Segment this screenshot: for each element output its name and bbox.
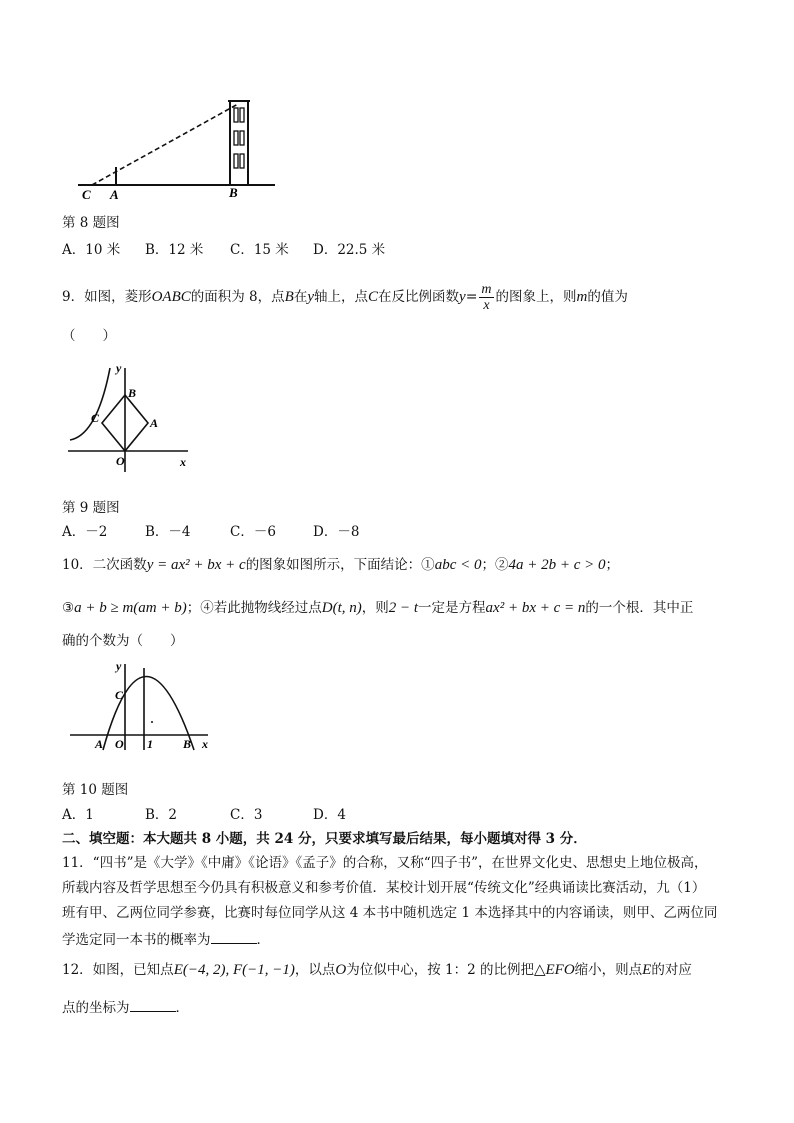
q10-option-d: D．4	[313, 807, 346, 823]
svg-text:y: y	[116, 659, 122, 673]
svg-text:B: B	[183, 737, 192, 751]
q9-option-d: D．－8	[313, 524, 360, 540]
fig8-caption: 第 8 题图	[62, 215, 120, 231]
fig9-caption: 第 9 题图	[62, 500, 120, 516]
q8-option-a: A．10 米	[62, 242, 121, 258]
svg-text:x: x	[180, 455, 186, 469]
svg-text:C: C	[115, 688, 124, 702]
svg-text:y: y	[116, 361, 122, 375]
q10-option-a: A．1	[62, 807, 94, 823]
q9-paren: （ ）	[62, 328, 116, 344]
answer-blank	[211, 929, 257, 944]
q12-line1: 12．如图，已知点E(−4, 2), F(−1, −1)，以点O为位似中心，按 1：2 的比例把△EFO缩小，则点E的对应	[62, 962, 692, 978]
q10-line1: 10．二次函数y = ax² + bx + c的图象如图所示，下面结论：①abc < 0；②4a + 2b + c > 0；	[62, 557, 619, 573]
svg-text:A: A	[95, 737, 104, 751]
answer-blank	[130, 997, 176, 1012]
figure-10	[66, 658, 216, 758]
q12-line2: 点的坐标为 ．	[62, 997, 189, 1018]
fig10-caption: 第 10 题图	[62, 782, 129, 798]
q9-option-b: B．－4	[145, 524, 191, 540]
svg-text:C: C	[91, 411, 100, 425]
q10-line3: 确的个数为（ ）	[62, 633, 184, 649]
svg-text:1: 1	[147, 737, 153, 751]
svg-text:x: x	[202, 737, 208, 751]
q10-option-c: C．3	[230, 807, 263, 823]
light-ray	[92, 104, 238, 185]
q9-option-c: C．－6	[230, 524, 276, 540]
figure-9	[64, 360, 194, 475]
building	[230, 101, 248, 185]
q11-line1: 11．“四书”是《大学》《中庸》《论语》《孟子》的合称，又称“四子书”，在世界文化史、思想史上地位极高，	[62, 855, 708, 871]
q8-option-d: D．22.5 米	[313, 242, 386, 258]
q11-line4: 学选定同一本书的概率为 ．	[62, 929, 270, 950]
fraction-m-over-x: $\frac{m}{x}$	[481, 282, 492, 313]
q10-option-b: B．2	[145, 807, 178, 823]
q9-option-a: A．－2	[62, 524, 108, 540]
q11-line2: 所载内容及哲学思想至今仍具有积极意义和参考价值．某校计划开展“传统文化”经典诵读比赛活动，九（1）	[62, 880, 706, 896]
fig8-label-a: A	[110, 187, 119, 202]
svg-text:A: A	[150, 416, 159, 430]
q11-line3: 班有甲、乙两位同学参赛，比赛时每位同学从这 4 本书中随机选定 1 本选择其中的内容诵读，则甲、乙两位同	[62, 905, 718, 921]
q10-line2: ③a + b ≥ m(am + b)；④若此抛物线经过点D(t, n)，则2 − t一定是方程ax² + bx + c = n的一个根．其中正	[62, 600, 694, 616]
figure-8	[70, 96, 290, 206]
q8-option-c: C．15 米	[230, 242, 289, 258]
fig8-label-b: B	[229, 185, 238, 200]
svg-text:B: B	[128, 386, 137, 400]
svg-text:O: O	[116, 454, 125, 468]
q8-option-b: B．12 米	[145, 242, 204, 258]
fig8-label-c: C	[82, 187, 91, 202]
section-heading: 二、填空题：本大题共 8 小题，共 24 分，只要求填写最后结果，每小题填对得 3 分．	[62, 831, 587, 847]
q9-stem: 9．如图，菱形OABC的面积为 8，点B在y轴上，点C在反比例函数y= $\frac{m}{x}$ 的图象上，则m的值为	[62, 282, 628, 313]
svg-text:O: O	[115, 737, 124, 751]
